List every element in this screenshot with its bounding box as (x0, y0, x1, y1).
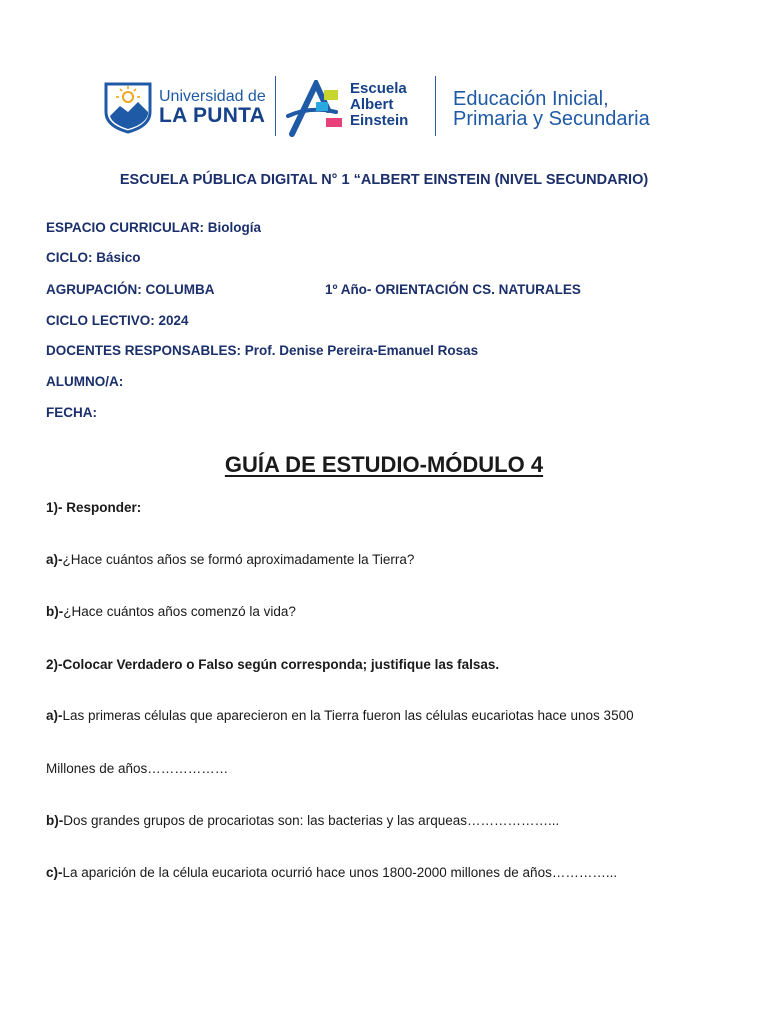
question-text: ¿Hace cuántos años comenzó la vida? (63, 604, 296, 619)
question-1b (46, 604, 296, 619)
school-title: ESCUELA PÚBLICA DIGITAL N° 1 “ALBERT EINSTEIN (NIVEL SECUNDARIO) (119, 172, 649, 188)
ulp-logo-line2: LA PUNTA (159, 104, 266, 127)
info-espacio-curricular: ESPACIO CURRICULAR: Biología (46, 220, 261, 235)
question-1-heading: 1)- Responder: (46, 500, 142, 515)
question-2a (46, 708, 634, 723)
info-docentes: DOCENTES RESPONSABLES: Prof. Denise Pereira-Emanuel Rosas (46, 343, 479, 358)
einstein-logo-line3: Einstein (350, 112, 409, 129)
question-2c (46, 865, 617, 880)
question-prefix: b)- (46, 813, 64, 828)
einstein-logo-line1: Escuela (350, 80, 407, 97)
edu-logo-line1: Educación Inicial, (453, 88, 609, 110)
info-alumno: ALUMNO/A: (46, 374, 124, 389)
question-2a-continuation: Millones de años……………… (46, 761, 229, 776)
ulp-logo-line1: Universidad de (159, 88, 266, 105)
info-anio-orientacion: 1º Año- ORIENTACIÓN CS. NATURALES (325, 282, 581, 297)
logo-header (104, 76, 664, 138)
info-ciclo: CICLO: Básico (46, 250, 141, 265)
logo-divider (275, 76, 276, 136)
guide-title (0, 452, 768, 478)
question-prefix: c)- (46, 865, 63, 880)
question-prefix: a)- (46, 552, 63, 567)
question-text: Dos grandes grupos de procariotas son: las bacterias y las arqueas………………... (63, 813, 560, 828)
question-text: Las primeras células que aparecieron en la Tierra fueron las células eucariotas hace unos 3500 (62, 708, 634, 723)
question-text: ¿Hace cuántos años se formó aproximadamente la Tierra? (62, 552, 415, 567)
einstein-a-logo (286, 80, 344, 138)
question-2-heading: 2)-Colocar Verdadero o Falso según corresponda; justifique las falsas. (46, 657, 500, 672)
einstein-logo-line2: Albert (350, 96, 394, 113)
question-prefix: b)- (46, 604, 64, 619)
ulp-shield-logo (104, 82, 152, 134)
logo-divider (435, 76, 436, 136)
question-text: La aparición de la célula eucariota ocurrió hace unos 1800-2000 millones de años…………... (62, 865, 618, 880)
question-2b (46, 813, 559, 828)
info-agrupacion: AGRUPACIÓN: COLUMBA (46, 282, 215, 297)
guide-title-text: GUÍA DE ESTUDIO-MÓDULO 4 (224, 452, 544, 477)
question-prefix: a)- (46, 708, 63, 723)
info-ciclo-lectivo: CICLO LECTIVO: 2024 (46, 313, 189, 328)
einstein-logo-text (350, 81, 408, 129)
info-fecha: FECHA: (46, 405, 97, 420)
question-1a (46, 552, 414, 567)
edu-logo-line2: Primaria y Secundaria (453, 108, 650, 130)
